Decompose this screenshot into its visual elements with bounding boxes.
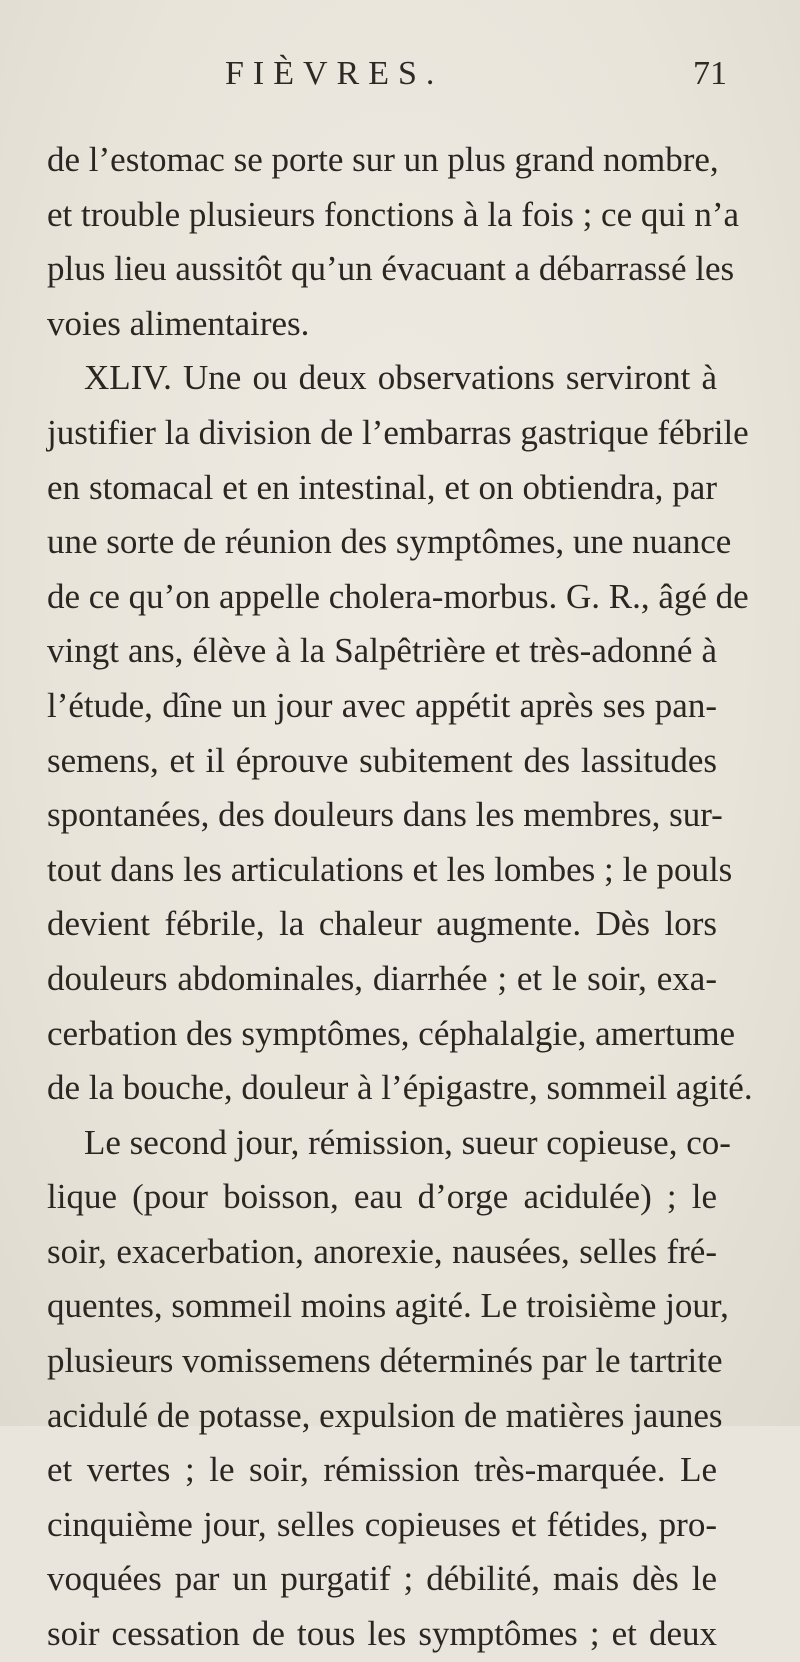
text-line: tout dans les articulations et les lombes ; le pouls — [47, 849, 733, 889]
text-line: douleurs abdominales, diarrhée ; et le soir, exa- — [47, 958, 717, 998]
running-head: FIÈVRES. — [225, 55, 444, 92]
text-line: de l’estomac se porte sur un plus grand nombre, — [47, 140, 719, 179]
text-line: semens, et il éprouve subitement des lassitudes — [47, 740, 717, 780]
text-line: justifier la division de l’embarras gastrique fébrile — [47, 412, 749, 452]
page-number: 71 — [693, 55, 727, 92]
text-line: lique (pour boisson, eau d’orge acidulée) ; le — [47, 1177, 717, 1217]
text-line: vingt ans, élève à la Salpêtrière et très-adonné à — [47, 631, 717, 671]
text-line: cerbation des symptômes, céphalalgie, amertume — [47, 1013, 736, 1053]
text-line: de la bouche, douleur à l’épigastre, sommeil agité. — [47, 1068, 753, 1108]
text-line: spontanées, des douleurs dans les membres, sur- — [47, 795, 723, 835]
text-line: voies alimentaires. — [47, 303, 310, 343]
text-line: plus lieu aussitôt qu’un évacuant a débarrassé les — [47, 249, 735, 289]
text-line: en stomacal et en intestinal, et on obtiendra, par — [47, 467, 717, 507]
text-line: devient fébrile, la chaleur augmente. Dès lors — [47, 904, 717, 944]
page-header — [0, 55, 800, 105]
text-line: acidulé de potasse, expulsion de matières jaunes — [47, 1395, 723, 1435]
text-line: quentes, sommeil moins agité. Le troisième jour, — [47, 1286, 729, 1326]
text-line: et trouble plusieurs fonctions à la fois ; ce qui n’a — [47, 194, 740, 234]
text-line: soir, exacerbation, anorexie, nausées, selles fré- — [47, 1231, 717, 1271]
text-line: cinquième jour, selles copieuses et fétides, pro- — [47, 1504, 717, 1544]
section-heading-line: XLIV. Une ou deux observations serviront à — [84, 358, 717, 398]
body-text — [47, 133, 753, 1662]
text-line: une sorte de réunion des symptômes, une nuance — [47, 522, 732, 562]
text-line: Le second jour, rémission, sueur copieuse, co- — [84, 1122, 731, 1162]
text-line: plusieurs vomissemens déterminés par le tartrite — [47, 1341, 723, 1381]
text-line: soir cessation de tous les symptômes ; et deux — [47, 1614, 717, 1654]
text-line: et vertes ; le soir, rémission très-marquée. Le — [47, 1450, 717, 1490]
text-line: voquées par un purgatif ; débilité, mais dès le — [47, 1559, 717, 1599]
text-line: l’étude, dîne un jour avec appétit après ses pan- — [47, 685, 717, 725]
text-line: de ce qu’on appelle cholera-morbus. G. R., âgé de — [47, 576, 749, 616]
